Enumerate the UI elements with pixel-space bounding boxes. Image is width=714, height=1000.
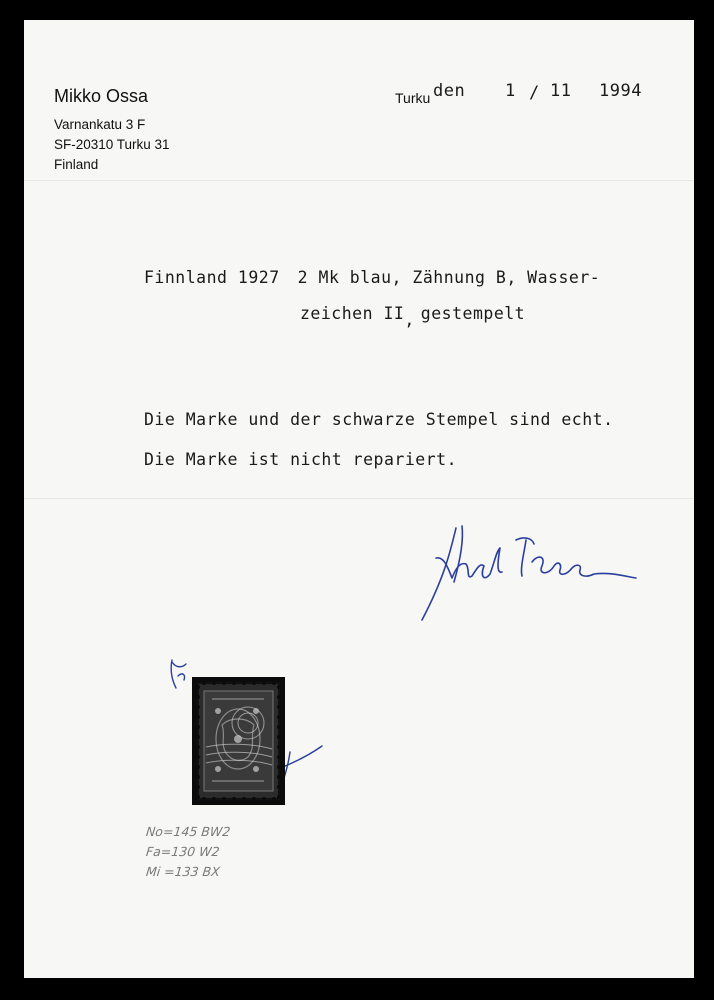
- stamp-details: 2 Mk blau, Zähnung B, Wasser-: [297, 268, 601, 287]
- handwritten-signature: [414, 498, 644, 628]
- pencil-note-norma: No=145 BW2: [145, 824, 232, 839]
- cancel-status: gestempelt: [420, 304, 526, 323]
- stamp-issue: Finnland 1927: [144, 268, 280, 287]
- postage-stamp: [192, 677, 285, 805]
- dateline-year: 1994: [599, 81, 642, 101]
- dateline-day: 1: [505, 81, 516, 101]
- verdict-not-repaired: Die Marke ist nicht repariert.: [144, 450, 458, 469]
- dateline-month: 11: [550, 81, 572, 101]
- verdict-genuine: Die Marke und der schwarze Stempel sind echt.: [144, 410, 614, 429]
- sender-postal-city: SF-20310 Turku 31: [54, 137, 170, 152]
- watermark-label: zeichen II: [300, 304, 405, 323]
- watermark-comma: ,: [404, 310, 415, 329]
- sender-street: Varnankatu 3 F: [54, 117, 146, 132]
- sender-name: Mikko Ossa: [54, 86, 149, 106]
- sender-block: [54, 86, 170, 175]
- certificate-page: [24, 20, 694, 978]
- stamp-image: [192, 677, 285, 805]
- stamp-description-line-2: [300, 304, 526, 329]
- dateline-place: Turku: [395, 90, 431, 106]
- pencil-catalogue-notes: [146, 822, 230, 882]
- pencil-note-michel: Mi =133 BX: [145, 864, 221, 879]
- dateline-separator: /: [529, 83, 540, 103]
- pencil-note-facit: Fa=130 W2: [145, 844, 221, 859]
- dateline-prefix: den: [433, 81, 466, 101]
- sender-country: Finland: [54, 157, 99, 172]
- stamp-description-line-1: [144, 268, 600, 287]
- paper-fold-line: [24, 180, 694, 181]
